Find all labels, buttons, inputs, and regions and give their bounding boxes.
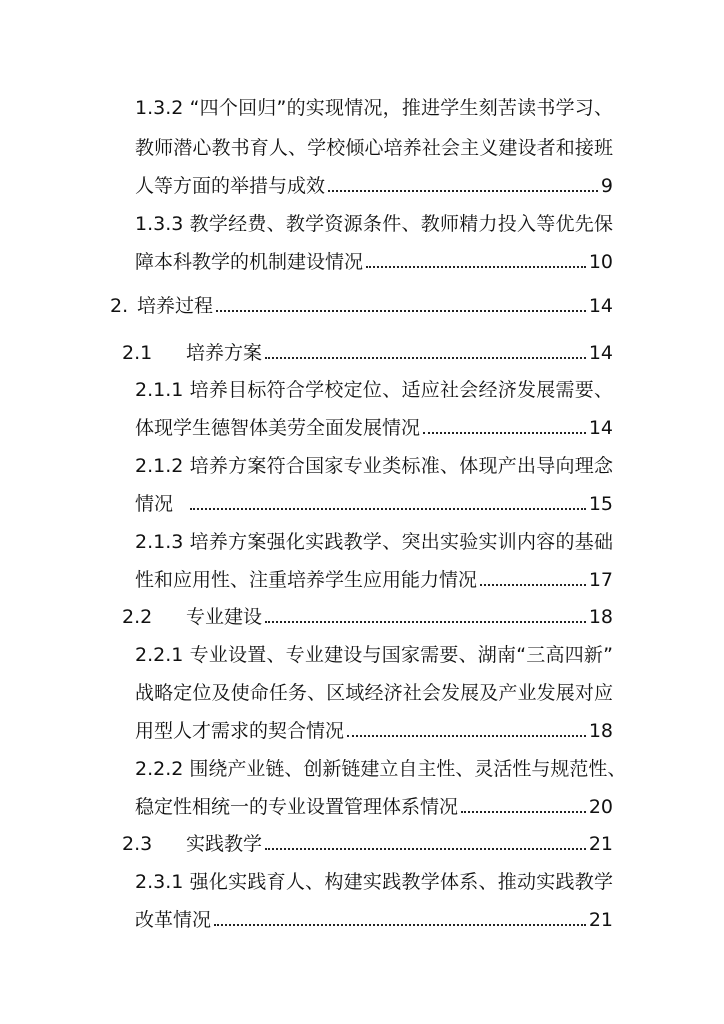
dot-leader: [216, 310, 586, 312]
dot-leader: [347, 735, 586, 737]
dot-leader: [480, 584, 586, 586]
toc-entry-title: 稳定性相统一的专业设置管理体系情况: [135, 796, 459, 818]
toc-entry-2-1-2-last-line[interactable]: [135, 492, 613, 516]
page-number: 17: [588, 569, 613, 591]
dot-leader: [423, 432, 586, 434]
toc-entry-2-1-1-line-1[interactable]: 2.1.1 培养目标符合学校定位、适应社会经济发展需要、: [135, 379, 613, 401]
dot-leader: [214, 924, 586, 926]
toc-entry-2-1-1-last-line[interactable]: [135, 416, 613, 440]
toc-entry-1-3-2-last-line[interactable]: [135, 174, 613, 198]
page-number: 10: [588, 251, 613, 273]
page-number: 20: [588, 796, 613, 818]
dot-leader: [265, 848, 586, 850]
toc-entry-2-1-3-line-1[interactable]: 2.1.3 培养方案强化实践教学、突出实验实训内容的基础: [135, 531, 613, 553]
section-number: 2.: [110, 295, 129, 317]
dot-leader: [190, 508, 586, 510]
dot-leader: [328, 190, 598, 192]
page-number: 15: [588, 493, 613, 515]
toc-entry-title: 性和应用性、注重培养学生应用能力情况: [135, 569, 478, 591]
section-number: 2.3: [122, 833, 153, 855]
toc-entry-title: 培养过程: [137, 295, 214, 317]
toc-entry-1-3-3-line-1[interactable]: 1.3.3 教学经费、教学资源条件、教师精力投入等优先保: [135, 213, 613, 235]
toc-entry-title: 改革情况: [135, 909, 212, 931]
toc-entry-1-3-3-last-line[interactable]: [135, 250, 613, 274]
dot-leader: [265, 621, 586, 623]
page-number: 18: [588, 606, 613, 628]
page-number: 9: [600, 175, 613, 197]
page-number: 14: [588, 342, 613, 364]
page-number: 18: [588, 720, 613, 742]
toc-entry-2-2-1-last-line[interactable]: [135, 719, 613, 743]
toc-entry-2-1-2-line-1[interactable]: 2.1.2 培养方案符合国家专业类标准、体现产出导向理念: [135, 455, 613, 477]
dot-leader: [265, 357, 586, 359]
toc-entry-title: 实践教学: [186, 833, 263, 855]
toc-entry-2-2-1-line-2[interactable]: 战略定位及使命任务、区域经济社会发展及产业发展对应: [135, 682, 613, 704]
toc-entry-2[interactable]: [110, 294, 613, 318]
toc-entry-title: 用型人才需求的契合情况: [135, 720, 345, 742]
toc-entry-title: 体现学生德智体美劳全面发展情况: [135, 417, 421, 439]
toc-entry-2-2-1-line-1[interactable]: 2.2.1 专业设置、专业建设与国家需要、湖南“三高四新”: [135, 644, 613, 666]
page-number: 21: [588, 909, 613, 931]
page-number: 14: [588, 417, 613, 439]
toc-entry-2-2-2-last-line[interactable]: [135, 795, 613, 819]
toc-entry-1-3-2-line-2[interactable]: 教师潜心教书育人、学校倾心培养社会主义建设者和接班: [135, 137, 613, 159]
toc-entry-title: 培养方案: [186, 342, 263, 364]
toc-entry-2-3-1-last-line[interactable]: [135, 908, 613, 932]
toc-entry-title: 障本科教学的机制建设情况: [135, 251, 364, 273]
dot-leader: [461, 811, 586, 813]
toc-entry-title: 情况: [135, 493, 174, 515]
page-number: 14: [588, 295, 613, 317]
toc-entry-2-3[interactable]: [122, 832, 613, 856]
toc-entry-2-2-2-line-1[interactable]: 2.2.2 围绕产业链、创新链建立自主性、灵活性与规范性、: [135, 758, 627, 780]
toc-entry-1-3-2-line-1[interactable]: 1.3.2 “四个回归”的实现情况，推进学生刻苦读书学习、: [135, 97, 613, 119]
toc-entry-2-1[interactable]: [122, 341, 613, 365]
dot-leader: [366, 266, 586, 268]
section-number: 2.2: [122, 606, 153, 628]
toc-entry-2-1-3-last-line[interactable]: [135, 568, 613, 592]
toc-entry-title: 专业建设: [186, 606, 263, 628]
toc-entry-title: 人等方面的举措与成效: [135, 175, 326, 197]
page-number: 21: [588, 833, 613, 855]
toc-entry-2-3-1-line-1[interactable]: 2.3.1 强化实践育人、构建实践教学体系、推动实践教学: [135, 871, 613, 893]
section-number: 2.1: [122, 342, 153, 364]
toc-entry-2-2[interactable]: [122, 605, 613, 629]
